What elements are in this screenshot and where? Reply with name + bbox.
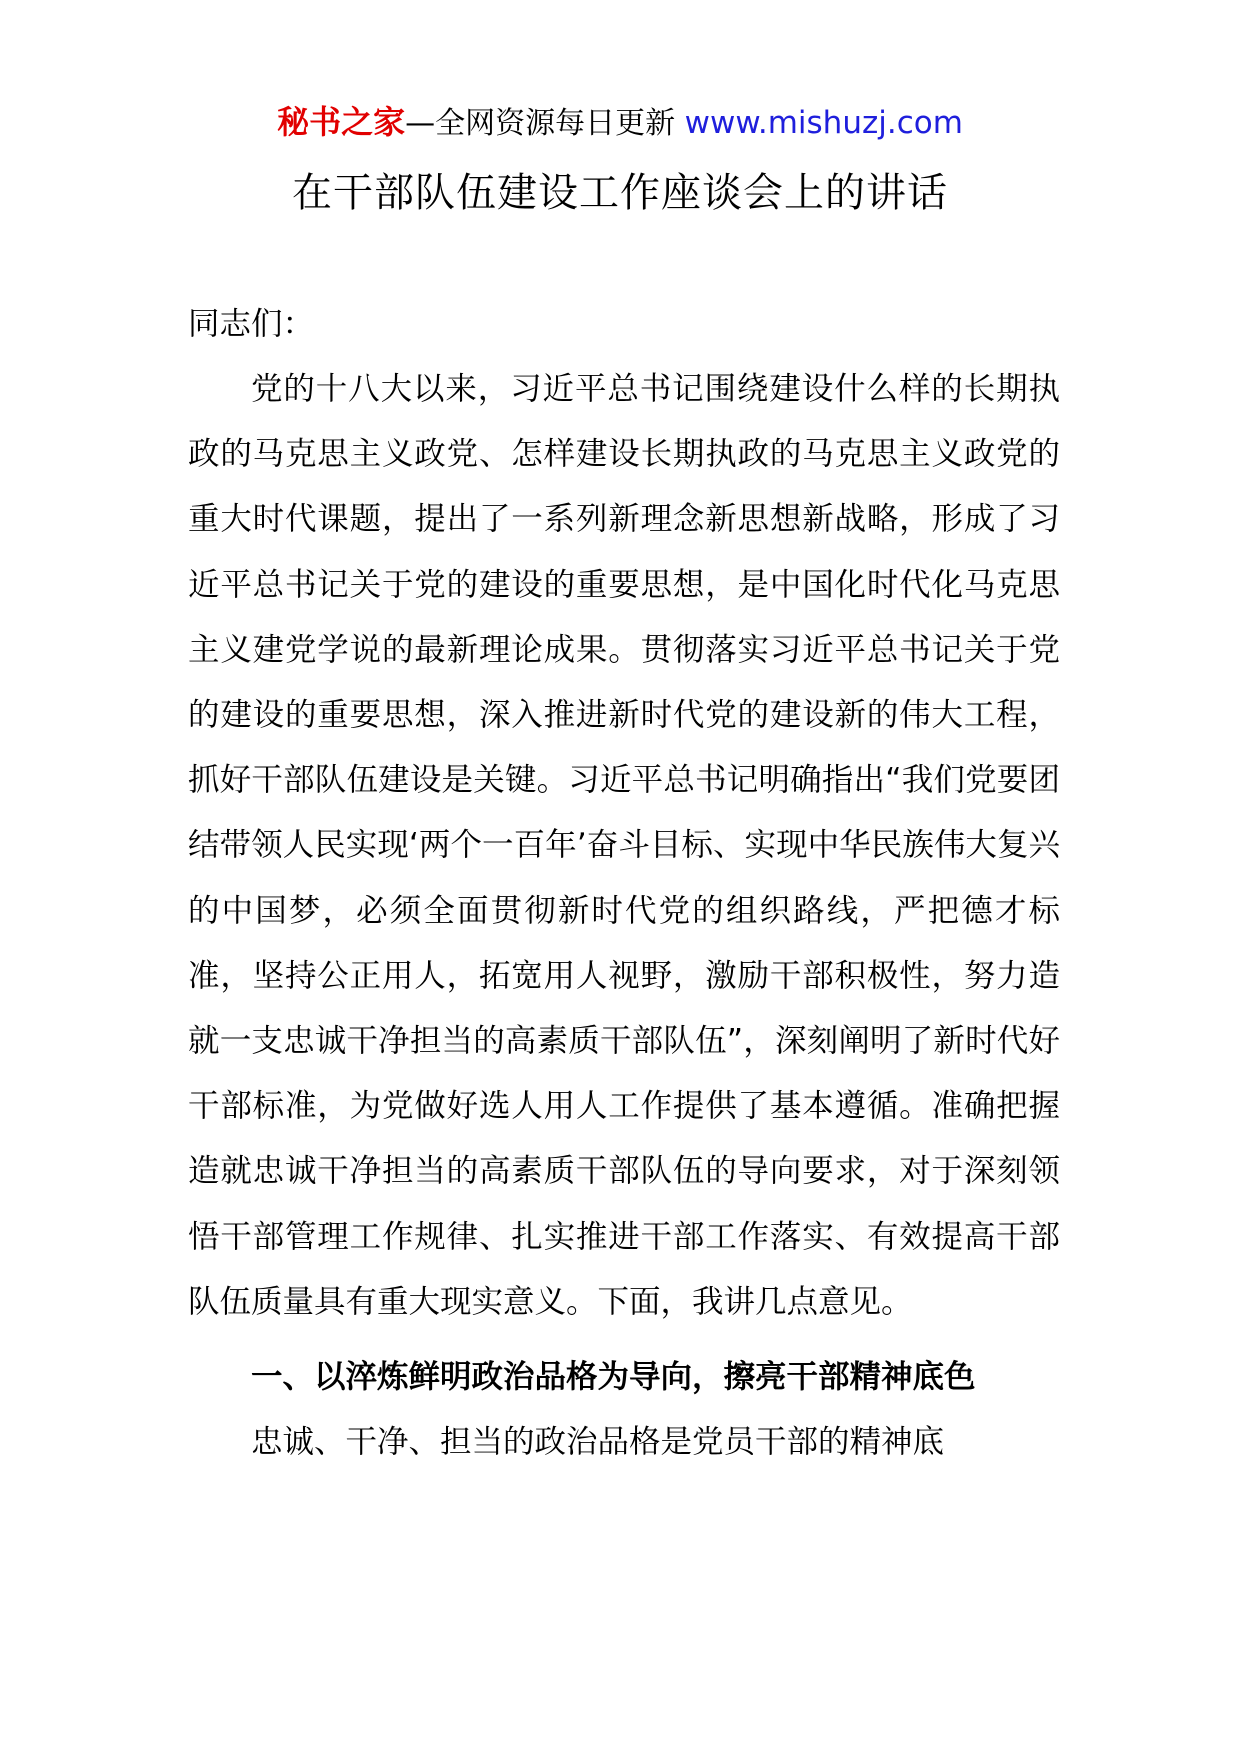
section-paragraph: 忠诚、干净、担当的政治品格是党员干部的精神底 [251,1424,945,1461]
body-paragraph: 党的十八大以来，习近平总书记围绕建设什么样的长期执政的马克思主义政党、怎样建设长期执政的马克思主义政党的重大时代课题，提出了一系列新理念新思想新战略，形成了习近平总书记关于党的建设的重要思想，是中国化时代化马克思主义建党学说的最新理论成果。贯彻落实习近平总书记关于党的建设的重要思想，深入推进新时代党的建设新的伟大工程，抓好干部队伍建设是关键。习近平总书记明确指出“我们党要团结带领人民实现‘两个一百年’奋斗目标、实现中华民族伟大复兴的中国梦，必须全面贯彻新时代党的组织路线，严把德才标准，坚持公正用人，拓宽用人视野，激励干部积极性，努力造就一支忠诚干净担当的高素质干部队伍”，深刻阐明了新时代好干部标准，为党做好选人用人工作提供了基本遵循。准确把握造就忠诚干净担当的高素质干部队伍的导向要求，对于深刻领悟干部管理工作规律、扎实推进干部工作落实、有效提高干部队伍质量具有重大现实意义。下面，我讲几点意见。 [188,371,1060,1320]
site-url-link[interactable]: www.mishuzj.com [684,105,963,141]
site-banner [0,100,1240,146]
brand-name: 秘书之家 [277,103,406,141]
document-title: 在干部队伍建设工作座谈会上的讲话 [292,170,948,216]
banner-tagline: —全网资源每日更新 [405,106,685,141]
document-body [188,292,1060,1475]
salutation: 同志们： [188,306,315,342]
section-heading: 一、以淬炼鲜明政治品格为导向，擦亮干部精神底色 [251,1359,976,1396]
